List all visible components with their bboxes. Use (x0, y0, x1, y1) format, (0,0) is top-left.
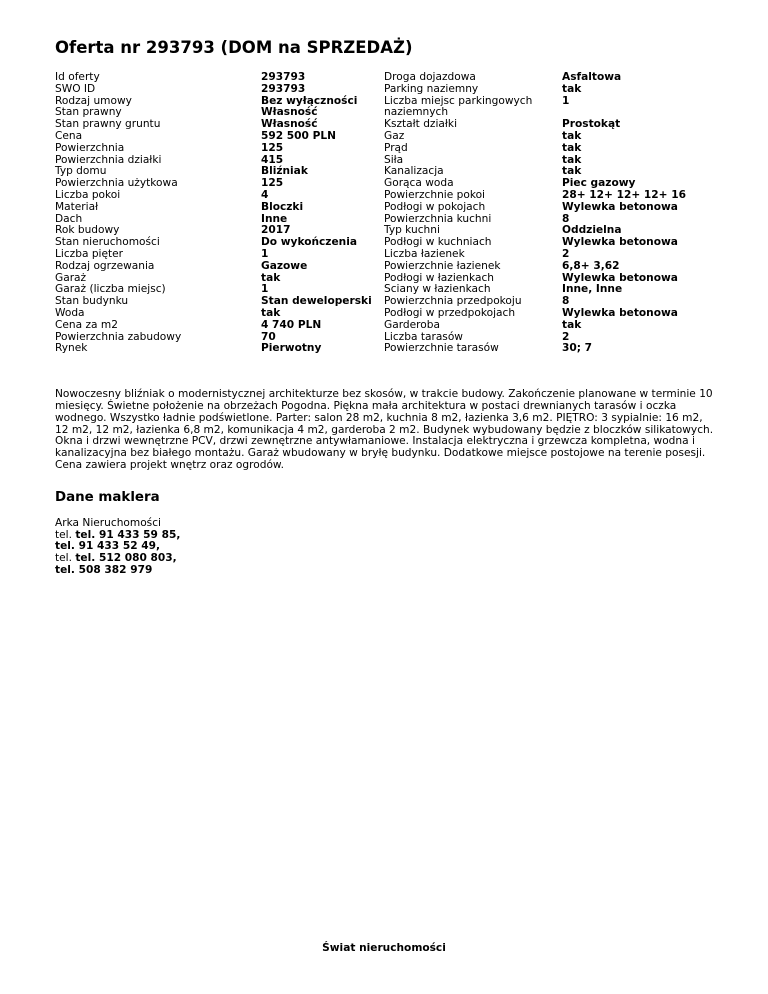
phone-prefix: tel. (55, 528, 72, 541)
spec-value: 415 (261, 153, 284, 166)
spec-label: Powierzchnie pokoi (384, 188, 486, 201)
spec-label: Kanalizacja (384, 165, 444, 178)
spec-value: 592 500 PLN (261, 129, 336, 142)
spec-value: tak (261, 306, 281, 319)
spec-value: 1 (261, 247, 269, 260)
spec-label: Rok budowy (55, 224, 120, 237)
spec-label: Rodzaj umowy (55, 94, 132, 107)
spec-value: Prostokąt (562, 118, 621, 131)
agent-name: Arka Nieruchomości (55, 516, 161, 529)
spec-value: Oddzielna (562, 224, 622, 237)
spec-label: Kształt działki (384, 118, 458, 131)
spec-label: Stan budynku (55, 295, 129, 308)
footer-brand: Świat nieruchomości (322, 942, 446, 954)
spec-value: Asfaltowa (562, 71, 622, 83)
specs-right-labels (384, 72, 562, 355)
spec-value: Gazowe (261, 259, 308, 272)
phone-link[interactable]: tel. 508 382 979 (55, 563, 153, 576)
phone-link[interactable]: tel. 512 080 803, (75, 552, 177, 565)
spec-value: Wylewka betonowa (562, 271, 678, 284)
spec-value: tak (562, 82, 582, 95)
spec-label: Typ domu (55, 165, 107, 178)
spec-label: Garderoba (384, 318, 440, 331)
spec-label: Prąd (384, 141, 408, 154)
spec-label: Rynek (55, 342, 88, 355)
spec-label: Rodzaj ogrzewania (55, 259, 155, 272)
spec-label: Stan prawny gruntu (55, 118, 161, 131)
spec-value: 28+ 12+ 12+ 12+ 16 (562, 188, 686, 201)
spec-value: Inne (261, 212, 288, 225)
spec-value: 293793 (261, 82, 306, 95)
spec-label: Garaż (liczba miejsc) (55, 283, 166, 296)
spec-label: Liczba pokoi (55, 188, 121, 201)
spec-value: 30; 7 (562, 342, 593, 355)
spec-label: Gaz (384, 129, 405, 142)
spec-value: 70 (261, 330, 276, 343)
spec-value: tak (562, 318, 582, 331)
spec-label: Podłogi w kuchniach (384, 236, 492, 249)
phone-link[interactable]: tel. 91 433 59 85, (75, 528, 181, 541)
spec-value: Pierwotny (261, 342, 322, 355)
spec-value: Wylewka betonowa (562, 236, 678, 249)
spec-value: Bloczki (261, 200, 304, 213)
spec-value: 2 (562, 330, 570, 343)
agent-phone-line (55, 565, 715, 577)
spec-value: Wylewka betonowa (562, 306, 678, 319)
page-title: Oferta nr 293793 (DOM na SPRZEDAŻ) (55, 38, 413, 57)
spec-label: Woda (55, 306, 85, 319)
spec-label: Droga dojazdowa (384, 71, 476, 83)
spec-label: SWO ID (55, 82, 96, 95)
spec-value: Stan deweloperski (261, 295, 372, 308)
spec-value: 125 (261, 177, 284, 190)
spec-label: Stan prawny (55, 106, 122, 119)
spec-label: Powierzchnia użytkowa (55, 177, 178, 190)
phone-link[interactable]: tel. 91 433 52 49, (55, 540, 161, 553)
spec-label: Powierzchnia działki (55, 153, 162, 166)
spec-label: Stan nieruchomości (55, 236, 160, 249)
specs-left-values (261, 72, 384, 355)
agent-contact (55, 518, 715, 577)
spec-value: 1 (261, 283, 269, 296)
spec-value: tak (562, 165, 582, 178)
spec-value: 4 740 PLN (261, 318, 322, 331)
spec-label: Liczba pięter (55, 247, 124, 260)
spec-label: Parking naziemny (384, 82, 479, 95)
specs-table (55, 72, 715, 355)
spec-label: Id oferty (55, 71, 100, 83)
spec-value: 1 (562, 94, 570, 107)
spec-label: Garaż (55, 271, 87, 284)
spec-label: Dach (55, 212, 83, 225)
spec-value: 8 (562, 212, 570, 225)
spec-value: Własność (261, 118, 318, 131)
spec-value: 125 (261, 141, 284, 154)
spec-value: 8 (562, 295, 570, 308)
spec-value: 293793 (261, 71, 306, 83)
spec-value: tak (562, 141, 582, 154)
spec-label: Siła (384, 153, 404, 166)
spec-label: Typ kuchni (384, 224, 440, 237)
spec-label: Powierzchnia przedpokoju (384, 295, 522, 308)
spec-label: Podłogi w przedpokojach (384, 306, 516, 319)
spec-label: Materiał (55, 200, 99, 213)
spec-label: Powierzchnia (55, 141, 125, 154)
spec-value: Własność (261, 106, 318, 119)
spec-label: Gorąca woda (384, 177, 454, 190)
spec-value: tak (261, 271, 281, 284)
agent-phone-line (55, 553, 715, 565)
spec-label: Powierzchnie łazienek (384, 259, 501, 272)
spec-label: Powierzchnie tarasów (384, 342, 499, 355)
spec-value: Inne, Inne (562, 283, 623, 296)
spec-label: Liczba miejsc parkingowych naziemnych (384, 94, 533, 119)
spec-label: Powierzchnia kuchni (384, 212, 492, 225)
spec-value: Wylewka betonowa (562, 200, 678, 213)
spec-label: Cena za m2 (55, 318, 118, 331)
phone-prefix: tel. (55, 552, 72, 565)
offer-page (55, 38, 715, 577)
spec-label: Powierzchnia zabudowy (55, 330, 182, 343)
agent-heading: Dane maklera (55, 489, 160, 505)
spec-label: Podłogi w pokojach (384, 200, 486, 213)
spec-value: tak (562, 129, 582, 142)
description: Nowoczesny bliźniak o modernistycznej architekturze bez skosów, w trakcie budowy. Zakończenie planowane w terminie 10 miesięcy. Świetne położenie na obrzeżach Pogodna. Piękna mała architektura w postaci drewnianych tarasów i oczka wodnego. Wszystko ładnie podświetlone. Parter: salon 28 m2, kuchnia 8 m2, łazienka 3,6 m2. PIĘTRO: 3 sypialnie: 16 m2, 12 m2, 12 m2, łazienka 6,8 m2, komunikacja 4 m2, garderoba 2 m2. Budynek wybudowany będzie z bloczków silikatowych. Okna i drzwi wewnętrzne PCV, drzwi zewnętrzne antywłamaniowe. Instalacja elektryczna i grzewcza kompletna, wodna i kanalizacyjna bez białego montażu. Garaż wbudowany w bryłę budynku. Dodatkowe miejsce postojowe na terenie posesji. Cena zawiera projekt wnętrz oraz ogrodów. (55, 388, 714, 471)
specs-right-values (562, 72, 712, 355)
spec-value: Bliźniak (261, 165, 308, 178)
spec-label: Cena (55, 129, 83, 142)
spec-value: 2017 (261, 224, 291, 237)
spec-value: 2 (562, 247, 570, 260)
spec-value: Bez wyłączności (261, 94, 358, 107)
spec-value: Do wykończenia (261, 236, 357, 249)
spec-value: 4 (261, 188, 269, 201)
spec-label: Sciany w łazienkach (384, 283, 491, 296)
spec-value: 6,8+ 3,62 (562, 259, 620, 272)
spec-value: Piec gazowy (562, 177, 636, 190)
specs-left-labels (55, 72, 261, 355)
spec-label: Podłogi w łazienkach (384, 271, 494, 284)
spec-value: tak (562, 153, 582, 166)
spec-label: Liczba łazienek (384, 247, 465, 260)
spec-label: Liczba tarasów (384, 330, 463, 343)
